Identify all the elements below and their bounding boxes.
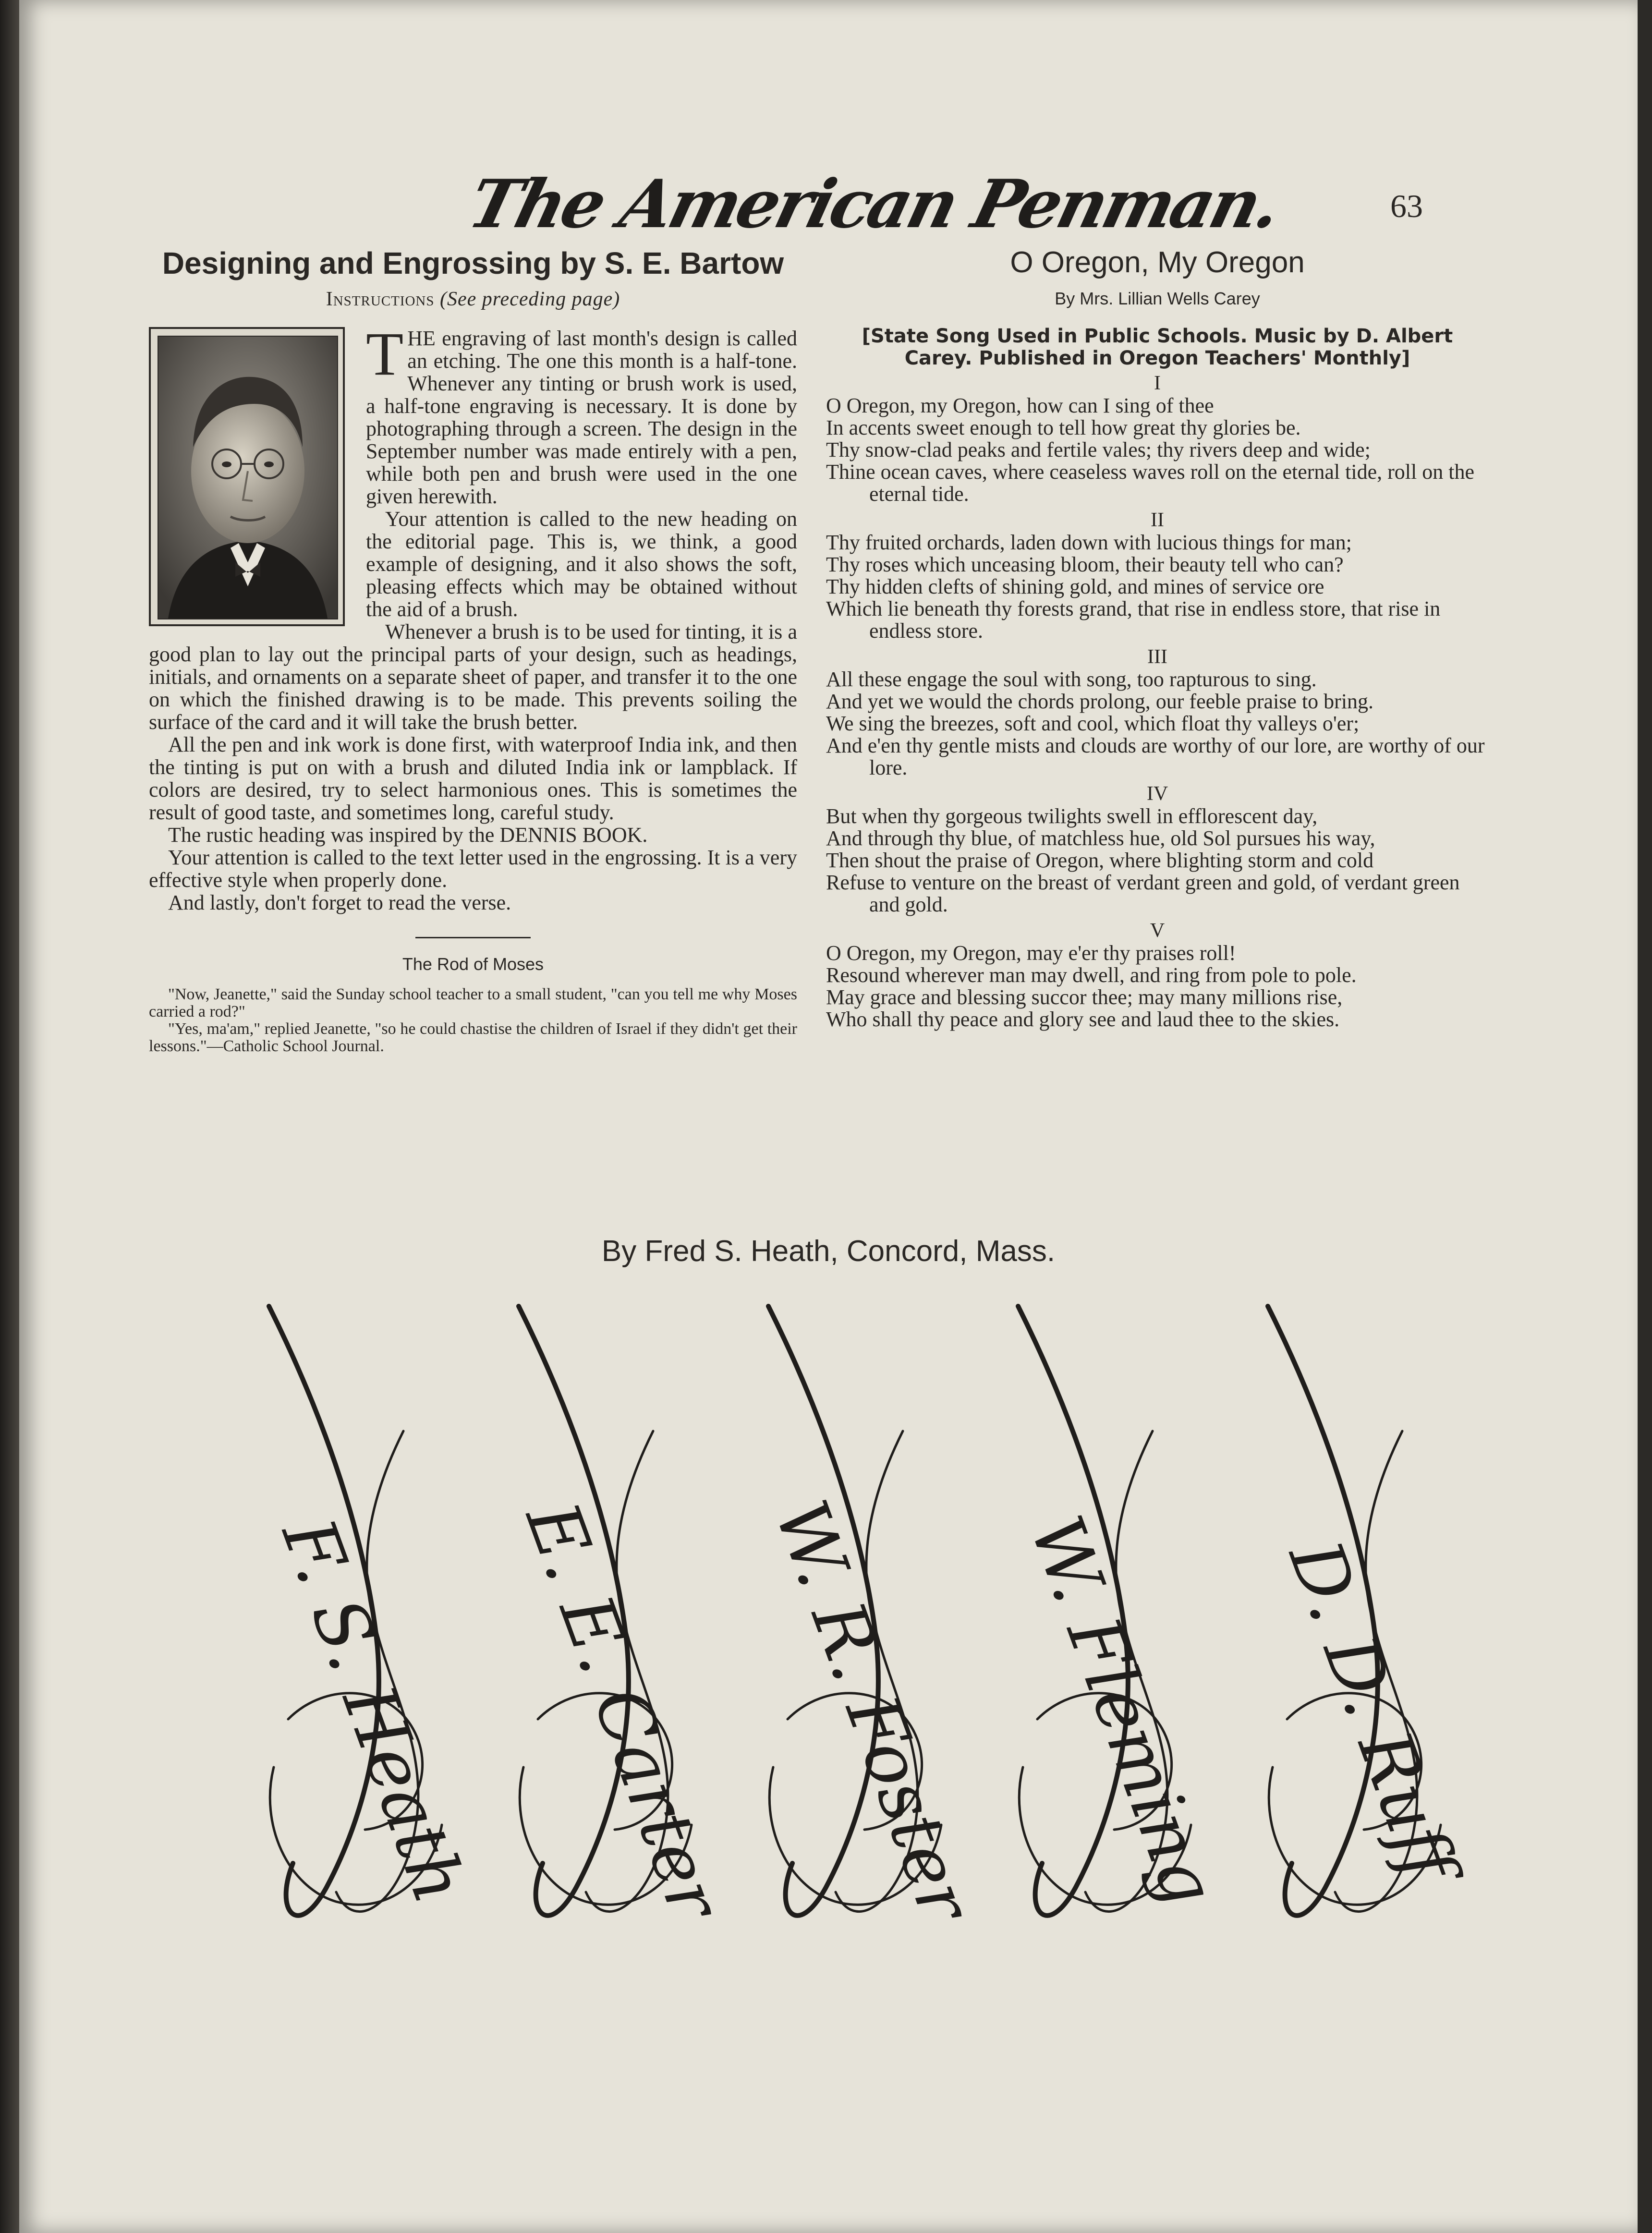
article-body [149,320,797,914]
paragraph-5: The rustic heading was inspired by the DENNIS BOOK. [168,823,648,847]
paragraph-7: And lastly, don't forget to read the verse. [168,891,511,914]
paragraph-2: Your attention is called to the new heading on the editorial page. This is, we think, a good example of designing, and it also shows the soft, pleasing effects which may be obtained without the aid of a brush. [366,507,797,621]
masthead-title: The American Penman. [461,165,1287,243]
portrait-image [158,336,338,619]
poem-stanzas [826,372,1489,1031]
verse-line: Thy snow-clad peaks and fertile vales; thy rivers deep and wide; [826,438,1371,461]
verse-line: Which lie beneath thy forests grand, that rise in endless store, that rise in endless store. [826,597,1441,643]
section-divider [415,937,531,938]
left-column [149,245,797,1055]
page-number: 63 [1390,188,1423,224]
verse-line: O Oregon, my Oregon, how can I sing of thee [826,394,1214,417]
signature-name: W. Fleming [1014,1505,1232,1917]
paragraph-1-text: HE engraving of last month's design is called an etching. The one this month is a half-tone. Whenever any tinting or brush work is used, a half-tone engraving is necessary. It is done by photographing through a screen. The design in the September number was made entirely with a pen, while both pen and brush were used in the one given herewith. [366,327,797,508]
verse-line: And e'en thy gentle mists and clouds are worthy of our lore, are worthy of our lore. [826,734,1485,779]
rod-of-moses-title: The Rod of Moses [402,954,544,974]
stanza [826,395,1489,505]
verse-line: Resound wherever man may dwell, and ring from pole to pole. [826,963,1357,987]
signature-name: E. E. Carter [510,1492,737,1930]
verse-line: All these engage the soul with song, too rapturous to sing. [826,667,1317,691]
masthead [451,158,1297,250]
poem-note: [State Song Used in Public Schools. Music by D. Albert Carey. Published in Oregon Teachers' Monthly] [862,325,1453,369]
signature-2 [509,1306,738,1933]
portrait-illustration [158,337,337,619]
signature-name: D. D. Ruff [1273,1530,1472,1892]
verse-line: Thine ocean caves, where ceaseless waves roll on the eternal tide, roll on the eternal tide. [826,460,1474,506]
signature-name: F. S. Heath [266,1508,482,1914]
rod-of-moses-paragraph-2: "Yes, ma'am," replied Jeanette, "so he could chastise the children of Israel if they didn't get their lessons."—Catholic School Journal. [149,1020,797,1055]
stanza [826,532,1489,642]
verse-line: Who shall thy peace and glory see and laud thee to the skies. [826,1007,1340,1031]
stanza-numeral: III [1147,646,1167,668]
specimen-credit: By Fred S. Heath, Concord, Mass. [601,1235,1056,1268]
rod-of-moses-paragraph-1: "Now, Jeanette," said the Sunday school teacher to a small student, "can you tell me why Moses carried a rod?" [149,985,797,1020]
dropcap-letter: T [366,320,404,388]
signature-4 [1014,1306,1231,1916]
poem-byline: By Mrs. Lillian Wells Carey [1055,289,1260,308]
verse-line: And yet we would the chords prolong, our feeble praise to bring. [826,690,1374,713]
verse-line: In accents sweet enough to tell how great thy glories be. [826,416,1301,439]
verse-line: Thy hidden clefts of shining gold, and mines of service ore [826,575,1324,598]
verse-line: Refuse to venture on the breast of verdant green and gold, of verdant green and gold. [826,871,1460,916]
stanza-numeral: IV [1146,783,1168,805]
stanza [826,805,1489,916]
instructions-label: Instructions [326,288,435,310]
stanza-numeral: II [1151,509,1164,531]
verse-line: But when thy gorgeous twilights swell in efflorescent day, [826,804,1318,828]
verse-line: O Oregon, my Oregon, may e'er thy praises roll! [826,941,1236,965]
paragraph-6: Your attention is called to the text letter used in the engrossing. It is a very effective style when properly done. [149,846,797,892]
verse-line: And through thy blue, of matchless hue, old Sol pursues his way, [826,826,1375,850]
author-portrait [149,327,345,626]
book-spine [0,0,19,2233]
signature-1 [265,1306,481,1916]
stanza-numeral: V [1150,920,1165,942]
stanza [826,942,1489,1031]
paragraph-3: Whenever a brush is to be used for tinting, it is a good plan to lay out the principal parts of your design, such as headings, initials, and ornaments on a separate sheet of paper, and transfer it to the one on which the finished drawing is to be made. This prevents soiling the surface of the card and it will take the brush better. [149,620,797,734]
article-title: Designing and Engrossing by S. E. Bartow [162,246,784,280]
verse-line: Thy fruited orchards, laden down with lucious things for man; [826,531,1352,554]
right-column [826,245,1489,1031]
signature-5 [1268,1306,1476,1916]
instructions-line [149,288,797,311]
verse-line: Thy roses which unceasing bloom, their beauty tell who can? [826,553,1344,576]
verse-line: May grace and blessing succor thee; may many millions rise, [826,985,1343,1009]
magazine-page [19,0,1638,2233]
signature-3 [759,1306,989,1935]
instructions-reference: (See preceding page) [440,288,620,310]
signature-flourishes [231,1287,1479,2175]
verse-line: We sing the breezes, soft and cool, which float thy valleys o'er; [826,712,1360,735]
stanza [826,668,1489,779]
poem-title: O Oregon, My Oregon [1010,246,1305,279]
paragraph-4: All the pen and ink work is done first, with waterproof India ink, and then the tinting is put on with a brush and diluted India ink or lampblack. If colors are desired, try to select harmonious ones. This is sometimes the result of good taste, and sometimes long, careful study. [149,733,797,824]
signature-name: W. R. Foster [758,1490,988,1932]
signature-specimens [231,1287,1479,2175]
verse-line: Then shout the praise of Oregon, where blighting storm and cold [826,849,1374,872]
stanza-numeral: I [1154,372,1161,394]
